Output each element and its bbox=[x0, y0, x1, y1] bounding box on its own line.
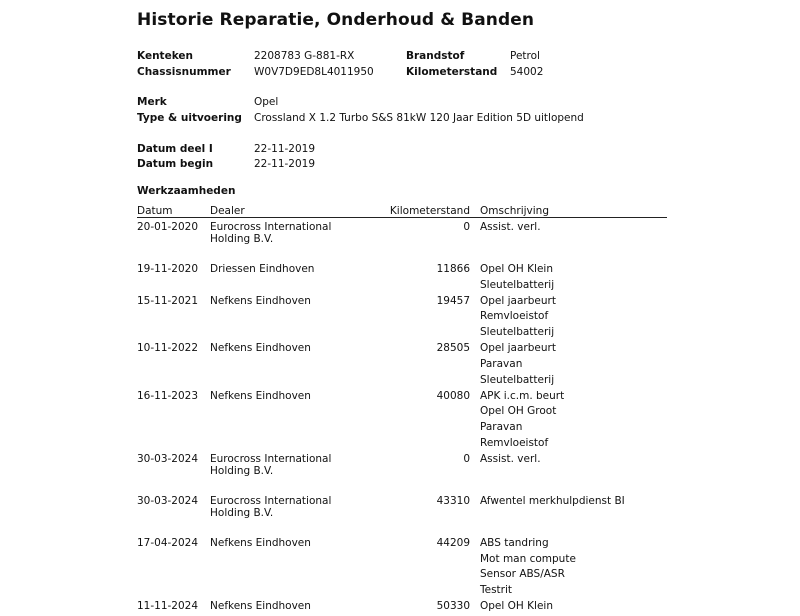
row-omschrijving bbox=[480, 537, 576, 600]
row-omschrijving-line: Sensor ABS/ASR bbox=[480, 568, 565, 581]
row-omschrijving-line: Mot man compute bbox=[480, 552, 576, 565]
row-omschrijving-line: Paravan bbox=[480, 357, 523, 370]
row-omschrijving bbox=[480, 342, 556, 389]
type-label: Type & uitvoering bbox=[137, 112, 242, 124]
row-date: 15-11-2021 bbox=[137, 294, 199, 307]
row-dealer: Eurocross International Holding B.V. bbox=[210, 221, 332, 245]
section-title: Werkzaamheden bbox=[137, 185, 236, 197]
row-omschrijving-line: Paravan bbox=[480, 421, 523, 434]
row-kilometerstand: 0 bbox=[463, 221, 470, 233]
header-omschrijving: Omschrijving bbox=[480, 205, 549, 217]
row-omschrijving-line: Opel jaarbeurt bbox=[480, 294, 556, 307]
row-omschrijving bbox=[480, 221, 541, 237]
row-omschrijving bbox=[480, 263, 554, 295]
datum-deel-label: Datum deel I bbox=[137, 143, 213, 155]
row-dealer: Nefkens Eindhoven bbox=[210, 536, 311, 549]
kilometerstand-value: 54002 bbox=[510, 66, 544, 78]
row-omschrijving-line: Opel OH Groot bbox=[480, 405, 557, 418]
header-date: Datum bbox=[137, 205, 173, 217]
row-omschrijving bbox=[480, 453, 541, 469]
row-kilometerstand: 44209 bbox=[436, 536, 470, 549]
row-omschrijving-line: ABS tandring bbox=[480, 536, 549, 549]
row-date: 30-03-2024 bbox=[137, 494, 199, 507]
row-dealer: Eurocross International Holding B.V. bbox=[210, 494, 332, 519]
row-omschrijving bbox=[480, 295, 556, 342]
type-value: Crossland X 1.2 Turbo S&S 81kW 120 Jaar Edition 5D uitlopend bbox=[254, 112, 584, 124]
row-omschrijving-line: APK i.c.m. beurt bbox=[480, 389, 565, 402]
row-omschrijving bbox=[480, 600, 553, 616]
row-omschrijving-line: Afwentel merkhulpdienst BI bbox=[480, 494, 625, 507]
row-date: 30-03-2024 bbox=[137, 452, 199, 465]
row-dealer: Nefkens Eindhoven bbox=[210, 389, 311, 402]
row-omschrijving-line: Opel OH Klein bbox=[480, 263, 553, 276]
row-omschrijving-line: Opel jaarbeurt bbox=[480, 342, 556, 355]
row-dealer: Driessen Eindhoven bbox=[210, 263, 315, 276]
row-kilometerstand: 50330 bbox=[436, 600, 470, 613]
row-omschrijving-line: Remvloeistof bbox=[480, 436, 549, 449]
brandstof-value: Petrol bbox=[510, 50, 540, 62]
row-kilometerstand: 40080 bbox=[436, 389, 470, 402]
datum-deel-value: 22-11-2019 bbox=[254, 143, 316, 155]
row-omschrijving-line: Remvloeistof bbox=[480, 310, 549, 323]
row-omschrijving-line: Assist. verl. bbox=[480, 221, 541, 233]
row-date: 20-01-2020 bbox=[137, 221, 199, 233]
row-kilometerstand: 28505 bbox=[436, 342, 470, 355]
kenteken-label: Kenteken bbox=[137, 50, 193, 62]
row-omschrijving-line: Sleutelbatterij bbox=[480, 373, 555, 386]
merk-value: Opel bbox=[254, 96, 279, 108]
row-omschrijving-line: Assist. verl. bbox=[480, 452, 541, 465]
row-omschrijving-line: Opel OH Klein bbox=[480, 600, 553, 613]
row-kilometerstand: 19457 bbox=[436, 294, 470, 307]
row-kilometerstand: 43310 bbox=[436, 494, 470, 507]
chassis-value: W0V7D9ED8L4011950 bbox=[254, 66, 374, 78]
row-omschrijving bbox=[480, 495, 625, 511]
row-dealer: Nefkens Eindhoven bbox=[210, 342, 311, 355]
row-kilometerstand: 11866 bbox=[436, 263, 470, 276]
row-dealer: Nefkens Eindhoven bbox=[210, 294, 311, 307]
kilometerstand-label: Kilometerstand bbox=[406, 66, 498, 78]
chassis-label: Chassisnummer bbox=[137, 66, 231, 78]
row-dealer: Eurocross International Holding B.V. bbox=[210, 452, 332, 477]
datum-begin-label: Datum begin bbox=[137, 158, 214, 170]
row-omschrijving-line: Sleutelbatterij bbox=[480, 326, 555, 339]
kenteken-value: 2208783 G-881-RX bbox=[254, 50, 355, 62]
merk-label: Merk bbox=[137, 96, 167, 108]
row-dealer: Nefkens Eindhoven bbox=[210, 600, 311, 613]
row-omschrijving-line: Sleutelbatterij bbox=[480, 278, 555, 291]
row-date: 17-04-2024 bbox=[137, 536, 199, 549]
header-dealer: Dealer bbox=[210, 205, 245, 217]
row-omschrijving bbox=[480, 390, 564, 453]
row-date: 11-11-2024 bbox=[137, 600, 199, 613]
row-omschrijving-line: Testrit bbox=[480, 584, 513, 597]
header-kilometerstand: Kilometerstand bbox=[389, 205, 470, 217]
page-title: Historie Reparatie, Onderhoud & Banden bbox=[137, 10, 535, 30]
datum-begin-value: 22-11-2019 bbox=[254, 158, 316, 170]
row-date: 16-11-2023 bbox=[137, 389, 199, 402]
row-date: 19-11-2020 bbox=[137, 263, 199, 276]
row-kilometerstand: 0 bbox=[463, 452, 470, 465]
row-date: 10-11-2022 bbox=[137, 342, 199, 355]
brandstof-label: Brandstof bbox=[406, 50, 465, 62]
